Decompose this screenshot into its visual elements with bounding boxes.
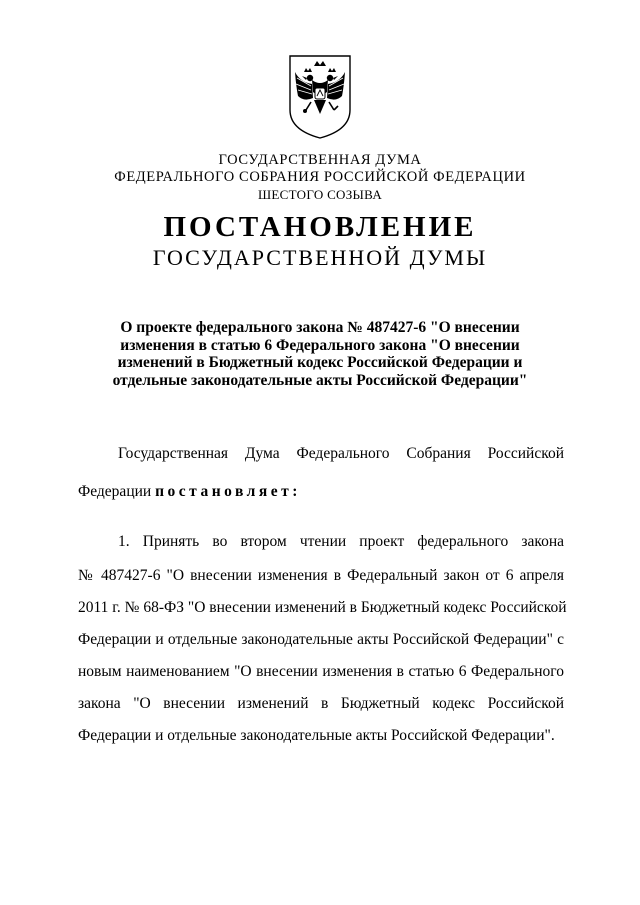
preamble-line-1: Государственная Дума Федерального Собрания Российской xyxy=(118,445,564,462)
item1-line: Федерации и отдельные законодательные акты Российской Федерации" с xyxy=(78,631,564,648)
subject-line: изменения в статью 6 Федерального закона "О внесении xyxy=(120,336,520,354)
document-title: ПОСТАНОВЛЕНИЕ xyxy=(163,211,477,243)
resolution-verb: постановляет: xyxy=(155,483,301,500)
header-line-1: ГОСУДАРСТВЕННАЯ ДУМА xyxy=(218,152,422,168)
preamble-start: Федерации xyxy=(78,483,152,500)
item1-line: 2011 г. № 68-ФЗ "О внесении изменений в Бюджетный кодекс Российской xyxy=(78,599,567,616)
item1-line: новым наименованием "О внесении изменения в статью 6 Федерального xyxy=(78,663,564,680)
header-line-3: ШЕСТОГО СОЗЫВА xyxy=(257,187,383,202)
subject-block xyxy=(92,319,548,389)
item1-line: 1. Принять во втором чтении проект федерального закона xyxy=(118,533,564,550)
item1-line: Федерации и отдельные законодательные акты Российской Федерации". xyxy=(78,727,555,744)
coat-of-arms-emblem xyxy=(284,52,356,142)
item1-line: № 487427-6 "О внесении изменения в Федеральный закон от 6 апреля xyxy=(78,567,564,584)
header-line-2: ФЕДЕРАЛЬНОГО СОБРАНИЯ РОССИЙСКОЙ ФЕДЕРАЦИИ xyxy=(114,169,526,185)
eagle-icon xyxy=(284,52,356,142)
item1-line: закона "О внесении изменений в Бюджетный кодекс Российской xyxy=(78,695,564,712)
preamble-line-2 xyxy=(78,482,301,502)
subject-line: изменений в Бюджетный кодекс Российской Федерации и xyxy=(117,354,523,371)
subject-line: отдельные законодательные акты Российской Федерации" xyxy=(112,371,528,389)
subject-line: О проекте федерального закона № 487427-6 "О внесении xyxy=(120,319,520,336)
document-subtitle: ГОСУДАРСТВЕННОЙ ДУМЫ xyxy=(152,245,488,270)
